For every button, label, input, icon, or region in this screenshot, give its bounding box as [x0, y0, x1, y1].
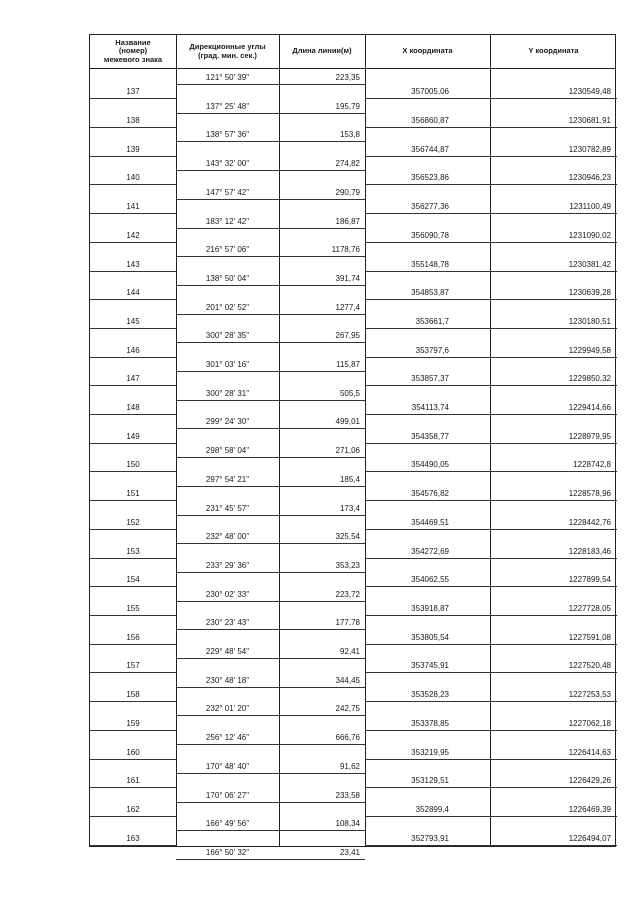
y-coordinate-cell: 1227591,08: [568, 632, 611, 642]
x-coordinate-cell: 354358,77: [411, 431, 449, 441]
header-direction-angle: Дирекционные углы (град. мин. сек.): [189, 42, 266, 60]
segment-row-divider: [176, 658, 365, 659]
point-name-cell: 152: [126, 517, 140, 527]
x-coordinate-cell: 357005,06: [411, 87, 449, 97]
x-coordinate-cell: 356860,87: [411, 116, 449, 125]
line-length-cell: 505,5: [339, 388, 360, 398]
line-length-cell: 242,75: [335, 704, 360, 714]
point-name-cell: 137: [126, 87, 140, 97]
line-length-cell: 108,34: [335, 819, 360, 829]
y-coordinate-cell: 1227253,53: [568, 690, 611, 699]
point-row-divider: [365, 98, 617, 99]
line-length-cell: 223,72: [335, 589, 360, 599]
segment-row-divider: [176, 400, 365, 401]
line-length-cell: 344,45: [335, 675, 360, 685]
y-coordinate-cell: 1228742,8: [573, 460, 611, 470]
direction-angle-cell: 233° 29' 36": [205, 560, 250, 570]
line-length-cell: 115,87: [336, 360, 360, 369]
direction-angle-cell: 137° 25' 48": [205, 101, 250, 111]
segment-row-divider: [176, 543, 365, 544]
point-name-cell: 160: [126, 747, 140, 757]
y-coordinate-cell: 1227520,48: [568, 661, 611, 671]
y-coordinate-cell: 1228979,95: [568, 431, 611, 441]
y-coordinate-cell: 1231090,02: [568, 230, 611, 240]
direction-angle-cell: 298° 58' 04": [205, 446, 250, 456]
direction-angle-cell: 170° 48' 40": [205, 761, 250, 771]
direction-angle-cell: 300° 28' 35": [205, 331, 250, 341]
y-coordinate-cell: 1230180,51: [568, 317, 611, 326]
segment-row-divider: [176, 342, 365, 343]
point-name-cell: 139: [126, 144, 140, 154]
direction-angle-cell: 143° 32' 00": [205, 159, 250, 169]
line-length-cell: 233,58: [335, 790, 360, 800]
x-coordinate-cell: 353918,87: [411, 604, 449, 613]
point-row-divider: [90, 299, 176, 300]
line-length-cell: 274,82: [335, 159, 360, 169]
x-coordinate-cell: 354469,51: [411, 517, 449, 527]
point-row-divider: [90, 213, 176, 214]
point-name-cell: 138: [126, 116, 140, 125]
point-row-divider: [90, 242, 176, 243]
segment-row-divider: [176, 773, 365, 774]
point-row-divider: [90, 271, 176, 272]
point-name-cell: 147: [126, 374, 140, 384]
direction-angle-cell: 230° 48' 18": [205, 675, 250, 685]
point-name-cell: 140: [126, 173, 140, 183]
segment-row-divider: [176, 802, 365, 803]
y-coordinate-cell: 1230639,28: [568, 288, 611, 298]
point-row-divider: [365, 127, 617, 128]
direction-angle-cell: 297° 54' 21": [205, 474, 250, 484]
x-coordinate-cell: 354113,74: [411, 403, 449, 413]
line-length-cell: 499,01: [335, 417, 360, 427]
point-row-divider: [365, 156, 617, 157]
segment-row-divider: [176, 486, 365, 487]
x-coordinate-cell: 354853,87: [411, 288, 449, 298]
segment-row-divider: [176, 859, 365, 860]
direction-angle-cell: 166° 50' 32": [205, 847, 250, 857]
point-row-divider: [90, 357, 176, 358]
x-coordinate-cell: 356090,78: [411, 230, 449, 240]
direction-angle-cell: 299° 24' 30": [205, 417, 250, 427]
point-row-divider: [365, 672, 617, 673]
column-divider: [279, 35, 280, 846]
point-row-divider: [90, 701, 176, 702]
line-length-cell: 1277,4: [335, 302, 360, 312]
point-name-cell: 157: [126, 661, 140, 671]
point-name-cell: 162: [126, 804, 140, 814]
point-row-divider: [365, 242, 617, 243]
direction-angle-cell: 230° 23' 43": [205, 618, 250, 628]
point-row-divider: [90, 644, 176, 645]
point-row-divider: [365, 414, 617, 415]
x-coordinate-cell: 354062,55: [411, 575, 449, 585]
y-coordinate-cell: 1230782,89: [568, 144, 611, 154]
segment-row-divider: [176, 457, 365, 458]
x-coordinate-cell: 353528,23: [411, 690, 449, 699]
point-row-divider: [365, 385, 617, 386]
direction-angle-cell: 232° 48' 00": [205, 532, 250, 542]
direction-angle-cell: 170° 06' 27": [205, 790, 250, 800]
point-row-divider: [365, 471, 617, 472]
line-length-cell: 186,87: [335, 216, 360, 226]
point-name-cell: 158: [126, 690, 140, 699]
point-row-divider: [90, 156, 176, 157]
segment-row-divider: [176, 428, 365, 429]
point-row-divider: [90, 98, 176, 99]
y-coordinate-cell: 1226414,63: [568, 747, 611, 757]
y-coordinate-cell: 1229850,32: [568, 374, 611, 384]
point-row-divider: [365, 730, 617, 731]
x-coordinate-cell: 355148,78: [411, 259, 449, 269]
y-coordinate-cell: 1227062,18: [568, 718, 611, 728]
point-row-divider: [90, 759, 176, 760]
point-name-cell: 159: [126, 718, 140, 728]
direction-angle-cell: 201° 02' 52": [205, 302, 250, 312]
x-coordinate-cell: 356523,86: [411, 173, 449, 183]
direction-angle-cell: 147° 57' 42": [205, 187, 250, 197]
point-name-cell: 143: [126, 259, 140, 269]
y-coordinate-cell: 1230381,42: [568, 259, 611, 269]
point-row-divider: [90, 845, 176, 846]
x-coordinate-cell: 353378,85: [411, 718, 449, 728]
point-row-divider: [90, 184, 176, 185]
x-coordinate-cell: 353129,51: [411, 776, 449, 786]
point-row-divider: [365, 759, 617, 760]
x-coordinate-cell: 353661,7: [415, 317, 449, 326]
point-row-divider: [365, 328, 617, 329]
point-row-divider: [90, 586, 176, 587]
line-length-cell: 92,41: [339, 647, 360, 656]
segment-row-divider: [176, 515, 365, 516]
direction-angle-cell: 256° 12' 46": [205, 733, 250, 743]
direction-angle-cell: 301° 03' 16": [205, 360, 250, 369]
point-row-divider: [90, 615, 176, 616]
line-length-cell: 91,62: [339, 761, 360, 771]
point-name-cell: 145: [126, 317, 140, 326]
direction-angle-cell: 121° 50' 39": [205, 73, 250, 82]
line-length-cell: 173,4: [339, 503, 360, 513]
point-row-divider: [365, 357, 617, 358]
segment-row-divider: [176, 601, 365, 602]
direction-angle-cell: 183° 12' 42": [205, 216, 250, 226]
segment-row-divider: [176, 744, 365, 745]
point-row-divider: [90, 127, 176, 128]
point-row-divider: [90, 414, 176, 415]
x-coordinate-cell: 353745,91: [411, 661, 449, 671]
point-name-cell: 151: [126, 489, 140, 499]
segment-row-divider: [176, 314, 365, 315]
y-coordinate-cell: 1230681,91: [568, 116, 611, 125]
line-length-cell: 271,06: [335, 446, 360, 456]
y-coordinate-cell: 1226469,39: [568, 804, 611, 814]
segment-row-divider: [176, 830, 365, 831]
y-coordinate-cell: 1228578,96: [568, 489, 611, 499]
segment-row-divider: [176, 199, 365, 200]
segment-row-divider: [176, 170, 365, 171]
x-coordinate-cell: 353857,37: [411, 374, 449, 384]
point-row-divider: [90, 471, 176, 472]
line-length-cell: 391,74: [335, 273, 360, 283]
header-point-name: Название (номер) межевого знака: [103, 37, 163, 64]
line-length-cell: 177,78: [335, 618, 360, 628]
segment-row-divider: [176, 715, 365, 716]
point-row-divider: [365, 845, 617, 846]
point-row-divider: [365, 213, 617, 214]
point-name-cell: 155: [126, 604, 140, 613]
segment-row-divider: [176, 371, 365, 372]
x-coordinate-cell: 352793,91: [411, 833, 449, 843]
segment-row-divider: [176, 228, 365, 229]
y-coordinate-cell: 1229414,66: [568, 403, 611, 413]
point-row-divider: [365, 443, 617, 444]
x-coordinate-cell: 354490,05: [411, 460, 449, 470]
point-name-cell: 161: [126, 776, 140, 786]
y-coordinate-cell: 1226494,07: [568, 833, 611, 843]
point-row-divider: [365, 558, 617, 559]
line-length-cell: 1178,76: [331, 245, 360, 255]
y-coordinate-cell: 1231100,49: [569, 202, 611, 212]
point-row-divider: [90, 816, 176, 817]
segment-row-divider: [176, 113, 365, 114]
header-line-length: Длина линии(м): [292, 46, 352, 56]
point-row-divider: [90, 529, 176, 530]
line-length-cell: 153,8: [339, 130, 360, 140]
direction-angle-cell: 232° 01' 20": [205, 704, 250, 714]
point-row-divider: [365, 184, 617, 185]
point-row-divider: [365, 271, 617, 272]
point-name-cell: 156: [126, 632, 140, 642]
coordinates-table: [89, 34, 616, 857]
point-row-divider: [90, 672, 176, 673]
direction-angle-cell: 138° 57' 36": [205, 130, 250, 140]
direction-angle-cell: 216° 57' 06": [205, 245, 250, 255]
point-name-cell: 153: [126, 546, 140, 556]
y-coordinate-cell: 1228183,46: [568, 546, 611, 556]
line-length-cell: 325,54: [335, 532, 360, 542]
point-name-cell: 163: [126, 833, 140, 843]
x-coordinate-cell: 354272,69: [411, 546, 449, 556]
direction-angle-cell: 231° 45' 57": [205, 503, 250, 513]
line-length-cell: 353,23: [335, 560, 360, 570]
point-name-cell: 144: [126, 288, 140, 298]
point-name-cell: 148: [126, 403, 140, 413]
line-length-cell: 267,95: [335, 331, 360, 341]
segment-row-divider: [176, 572, 365, 573]
line-length-cell: 290,79: [335, 187, 360, 197]
x-coordinate-cell: 356744,87: [411, 144, 449, 154]
direction-angle-cell: 230° 02' 33": [205, 589, 250, 599]
y-coordinate-cell: 1227899,54: [568, 575, 611, 585]
point-name-cell: 146: [126, 345, 140, 355]
header-y-coordinate: Y координата: [528, 46, 579, 56]
point-row-divider: [90, 328, 176, 329]
y-coordinate-cell: 1226429,26: [568, 776, 611, 786]
point-name-cell: 149: [126, 431, 140, 441]
y-coordinate-cell: 1230549,48: [568, 87, 611, 97]
x-coordinate-cell: 353797,6: [415, 345, 449, 355]
x-coordinate-cell: 353805,54: [411, 632, 449, 642]
x-coordinate-cell: 352899,4: [415, 804, 449, 814]
x-coordinate-cell: 356277,36: [411, 202, 449, 212]
y-coordinate-cell: 1230946,23: [568, 173, 611, 183]
point-name-cell: 142: [126, 230, 140, 240]
point-row-divider: [365, 816, 617, 817]
header-x-coordinate: X координата: [402, 46, 453, 56]
point-row-divider: [90, 558, 176, 559]
point-row-divider: [365, 586, 617, 587]
point-row-divider: [365, 299, 617, 300]
direction-angle-cell: 138° 50' 04": [205, 273, 250, 283]
direction-angle-cell: 166° 49' 56": [205, 819, 250, 829]
segment-row-divider: [176, 629, 365, 630]
segment-row-divider: [176, 256, 365, 257]
header-divider: [90, 68, 615, 69]
line-length-cell: 23,41: [339, 847, 360, 857]
point-row-divider: [365, 500, 617, 501]
point-name-cell: 150: [126, 460, 140, 470]
segment-row-divider: [176, 687, 365, 688]
point-name-cell: 154: [126, 575, 140, 585]
x-coordinate-cell: 353219,95: [411, 747, 449, 757]
point-row-divider: [365, 615, 617, 616]
point-row-divider: [90, 730, 176, 731]
segment-row-divider: [176, 84, 365, 85]
point-row-divider: [365, 644, 617, 645]
line-length-cell: 195,79: [335, 101, 360, 111]
line-length-cell: 185,4: [339, 474, 360, 484]
point-row-divider: [90, 385, 176, 386]
y-coordinate-cell: 1229949,58: [568, 345, 611, 355]
direction-angle-cell: 300° 28' 31": [205, 388, 250, 398]
direction-angle-cell: 229° 48' 54": [205, 647, 250, 656]
line-length-cell: 223,35: [335, 73, 360, 82]
y-coordinate-cell: 1227728,05: [568, 604, 611, 613]
point-row-divider: [90, 443, 176, 444]
y-coordinate-cell: 1228442,76: [568, 517, 611, 527]
segment-row-divider: [176, 285, 365, 286]
point-row-divider: [90, 787, 176, 788]
column-divider: [176, 35, 177, 846]
segment-row-divider: [176, 141, 365, 142]
point-row-divider: [365, 787, 617, 788]
point-name-cell: 141: [126, 202, 140, 212]
x-coordinate-cell: 354576,82: [411, 489, 449, 499]
point-row-divider: [365, 529, 617, 530]
point-row-divider: [365, 701, 617, 702]
line-length-cell: 666,76: [335, 733, 360, 743]
point-row-divider: [90, 500, 176, 501]
